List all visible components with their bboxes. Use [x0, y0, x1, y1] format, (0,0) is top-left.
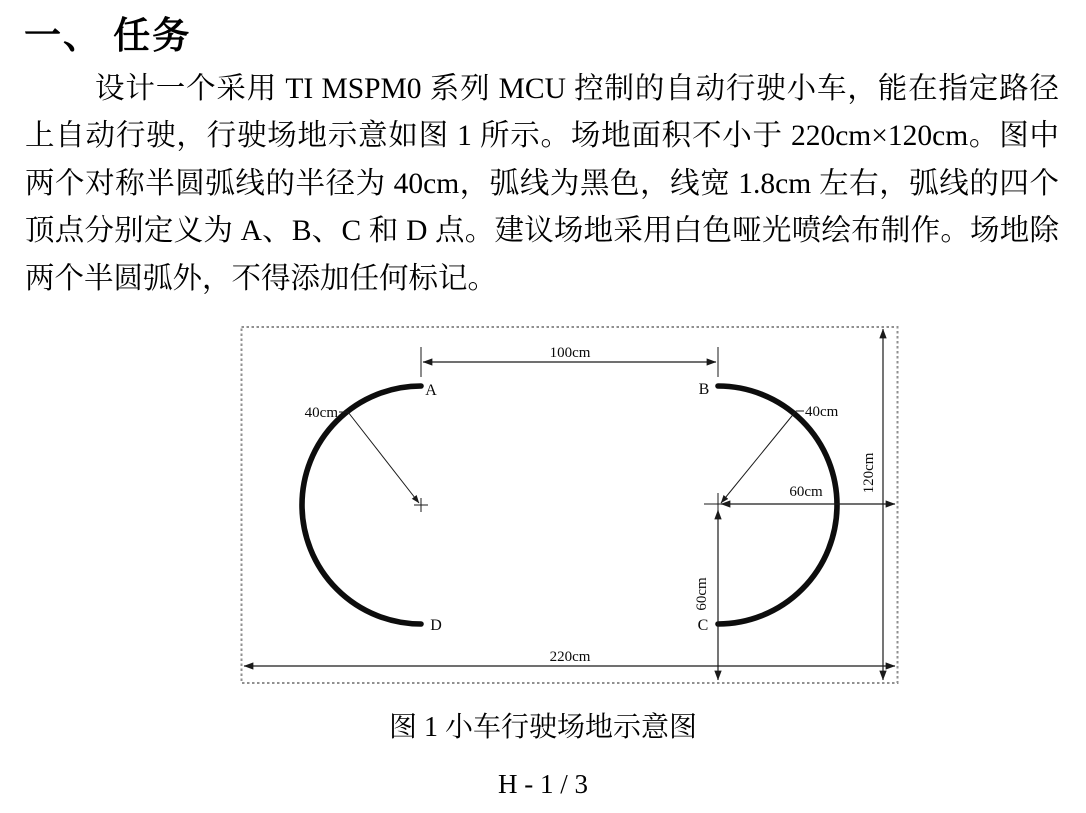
field-diagram	[235, 320, 905, 690]
dimension-100cm	[421, 345, 718, 377]
point-label-c: C	[697, 617, 709, 634]
dim-label-100cm: 100cm	[549, 345, 591, 361]
body-line: 两个对称半圆弧线的半径为 40cm，弧线为黑色，线宽 1.8cm 左右，弧线的四个	[25, 167, 1059, 200]
dim-label-120cm: 120cm	[861, 452, 877, 494]
figure-caption: 图 1 小车行驶场地示意图	[388, 712, 697, 743]
dimension-60cm-vertical	[694, 510, 718, 680]
body-line: 两个半圆弧外，不得添加任何标记。	[25, 262, 498, 295]
dim-label-220cm: 220cm	[549, 649, 591, 665]
dim-label-40cm-right: 40cm	[805, 404, 839, 420]
point-label-b: B	[698, 381, 710, 398]
dim-label-60cm-horizontal: 60cm	[789, 484, 823, 500]
field-boundary	[242, 327, 898, 683]
dim-label-60cm-vertical: 60cm	[694, 577, 710, 611]
point-label-a: A	[425, 382, 437, 399]
section-heading: 一、 任务	[24, 16, 192, 57]
right-semicircle-arc	[718, 386, 837, 624]
left-center-mark	[414, 498, 428, 512]
body-line: 上自动行驶，行驶场地示意如图 1 所示。场地面积不小于 220cm×120cm。图中	[25, 120, 1059, 153]
body-line: 设计一个采用 TI MSPM0 系列 MCU 控制的自动行驶小车，能在指定路径	[95, 73, 1059, 105]
task-paragraph	[25, 66, 1059, 303]
dimension-left-radius	[305, 405, 419, 503]
page-number: H - 1 / 3	[498, 769, 588, 799]
dim-label-40cm-left: 40cm	[304, 405, 338, 421]
left-semicircle-arc	[302, 386, 421, 624]
dimension-220cm	[244, 649, 895, 666]
body-line: 顶点分别定义为 A、B、C 和 D 点。建议场地采用白色哑光喷绘布制作。场地除	[25, 215, 1059, 248]
point-label-d: D	[430, 617, 442, 634]
